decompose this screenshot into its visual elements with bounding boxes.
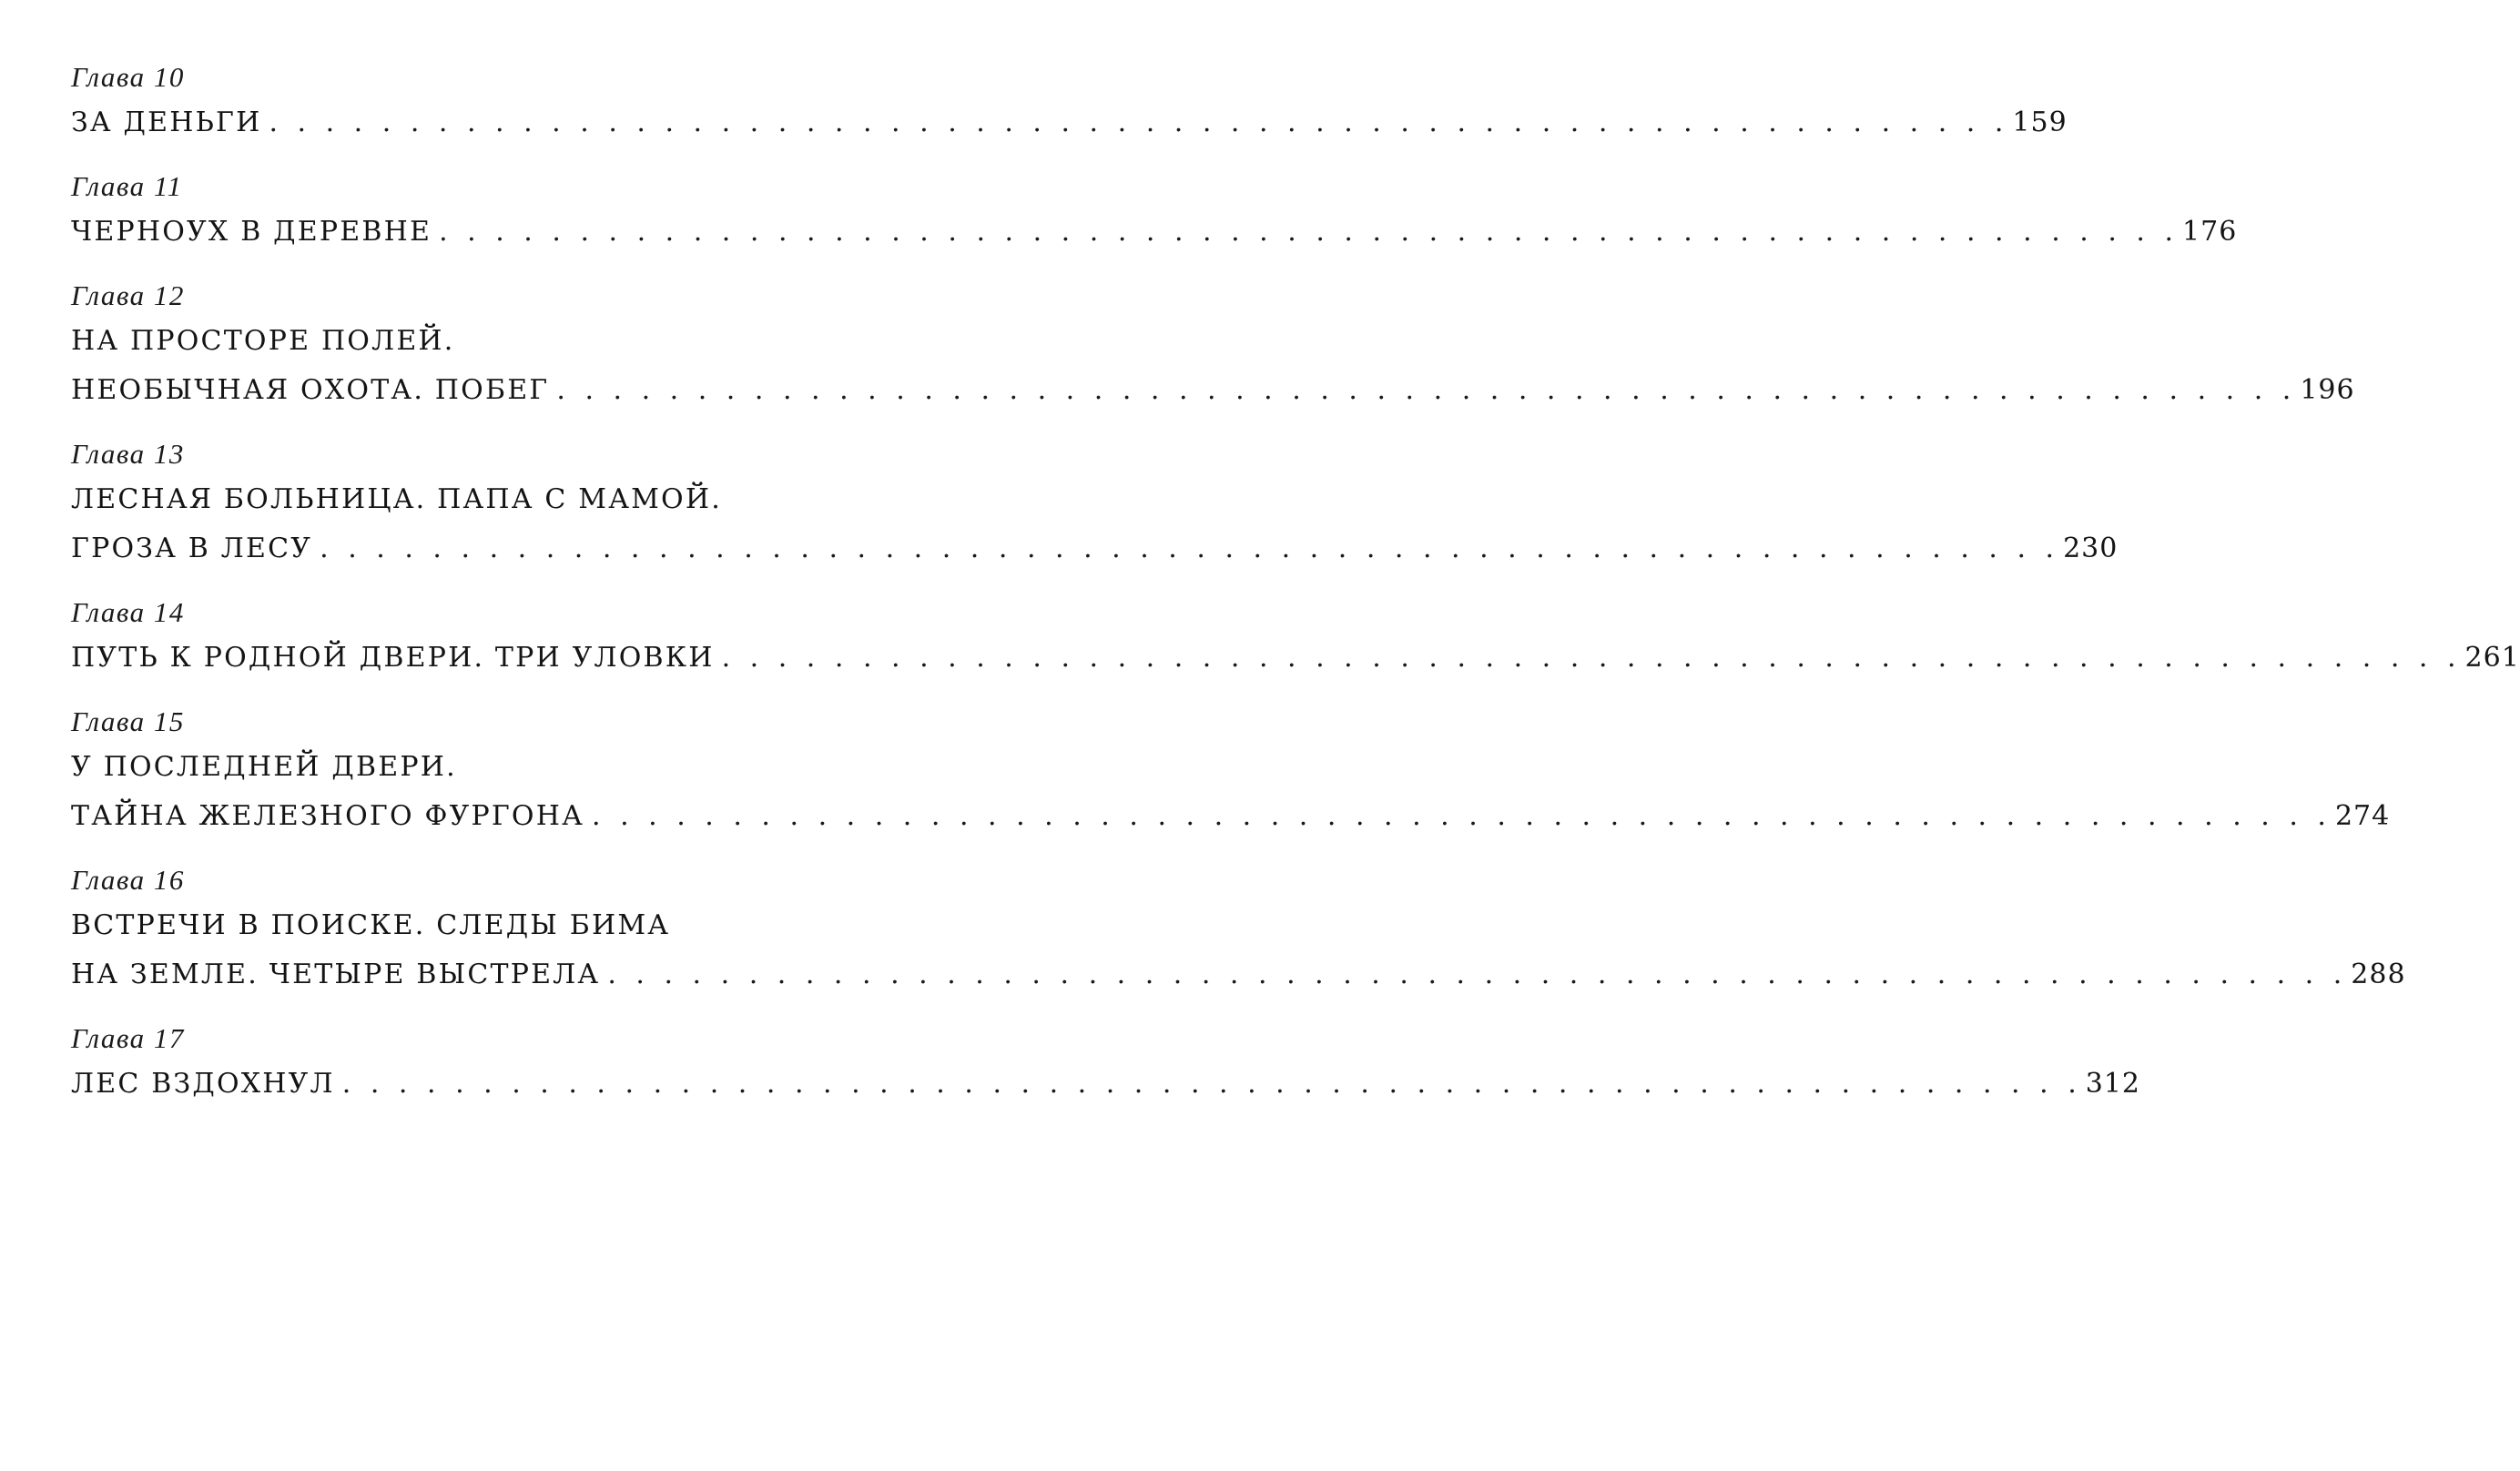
page-number: 312 [2085, 1068, 2140, 1100]
chapter-title-line: ВСТРЕЧИ В ПОИСКЕ. СЛЕДЫ БИМА [71, 909, 671, 941]
page-number: 261 [2464, 642, 2520, 674]
chapter-label: Глава 16 [71, 864, 185, 896]
toc-entry-line[interactable] [71, 366, 2355, 415]
chapter-title-line: У ПОСЛЕДНЕЙ ДВЕРИ. [71, 751, 457, 783]
toc-entry-line[interactable] [71, 524, 2119, 573]
chapter-title: НА ЗЕМЛЕ. ЧЕТЫРЕ ВЫСТРЕЛА [71, 959, 601, 990]
chapter-title-line: ЛЕСНАЯ БОЛЬНИЦА. ПАПА С МАМОЙ. [71, 483, 722, 515]
toc-entry-line[interactable] [71, 1060, 2140, 1109]
dot-leader: . . . . . . . . . . . . . . . . . . . . . . . . . . . . . . . . . . . . . . . . . . . . . . . . . . . . . . . . . . . . . . [556, 374, 2297, 406]
dot-leader: . . . . . . . . . . . . . . . . . . . . . . . . . . . . . . . . . . . . . . . . . . . . . . . . . . . . . . . . . . . . . . [269, 107, 2009, 138]
toc-chapter-13 [71, 433, 2119, 573]
toc-chapter-14 [71, 592, 2520, 683]
chapter-label: Глава 11 [71, 170, 183, 202]
chapter-title: ТАЙНА ЖЕЛЕЗНОГО ФУРГОНА [71, 800, 584, 832]
chapter-label: Глава 15 [71, 705, 185, 737]
chapter-title: ПУТЬ К РОДНОЙ ДВЕРИ. ТРИ УЛОВКИ [71, 642, 715, 674]
page-number: 159 [2012, 107, 2068, 138]
chapter-label: Глава 12 [71, 279, 185, 311]
chapter-title: ГРОЗА В ЛЕСУ [71, 533, 313, 564]
chapter-label: Глава 17 [71, 1022, 185, 1054]
table-of-contents [71, 56, 2520, 1127]
dot-leader: . . . . . . . . . . . . . . . . . . . . . . . . . . . . . . . . . . . . . . . . . . . . . . . . . . . . . . . . . . . . . . [607, 959, 2348, 990]
toc-chapter-12 [71, 275, 2355, 415]
page-number: 274 [2334, 800, 2391, 832]
dot-leader: . . . . . . . . . . . . . . . . . . . . . . . . . . . . . . . . . . . . . . . . . . . . . . . . . . . . . . . . . . . . . . [721, 642, 2462, 674]
toc-chapter-10 [71, 56, 2068, 147]
page-number: 230 [2063, 533, 2119, 564]
toc-entry-line[interactable] [71, 98, 2068, 147]
chapter-title: НЕОБЫЧНАЯ ОХОТА. ПОБЕГ [71, 374, 550, 406]
toc-chapter-11 [71, 166, 2238, 257]
chapter-label: Глава 14 [71, 596, 185, 628]
chapter-title: ЛЕС ВЗДОХНУЛ [71, 1068, 335, 1100]
chapter-label: Глава 10 [71, 61, 185, 93]
toc-chapter-15 [71, 701, 2391, 841]
toc-chapter-16 [71, 859, 2406, 999]
page-number: 196 [2300, 374, 2355, 406]
chapter-title: ЗА ДЕНЬГИ [71, 107, 262, 138]
toc-entry-line[interactable] [71, 634, 2520, 683]
toc-entry-line[interactable] [71, 950, 2406, 999]
dot-leader: . . . . . . . . . . . . . . . . . . . . . . . . . . . . . . . . . . . . . . . . . . . . . . . . . . . . . . . . . . . . . . [341, 1068, 2082, 1100]
dot-leader: . . . . . . . . . . . . . . . . . . . . . . . . . . . . . . . . . . . . . . . . . . . . . . . . . . . . . . . . . . . . . . [320, 533, 2060, 564]
toc-entry-line[interactable] [71, 208, 2238, 257]
chapter-label: Глава 13 [71, 438, 185, 470]
dot-leader: . . . . . . . . . . . . . . . . . . . . . . . . . . . . . . . . . . . . . . . . . . . . . . . . . . . . . . . . . . . . . . [592, 800, 2332, 832]
chapter-title: ЧЕРНОУХ В ДЕРЕВНЕ [71, 216, 432, 248]
chapter-title-line: НА ПРОСТОРЕ ПОЛЕЙ. [71, 325, 455, 357]
dot-leader: . . . . . . . . . . . . . . . . . . . . . . . . . . . . . . . . . . . . . . . . . . . . . . . . . . . . . . . . . . . . . . [439, 216, 2180, 248]
toc-entry-line[interactable] [71, 792, 2391, 841]
toc-chapter-17 [71, 1018, 2140, 1109]
page-number: 288 [2351, 959, 2406, 990]
page-number: 176 [2182, 216, 2238, 248]
